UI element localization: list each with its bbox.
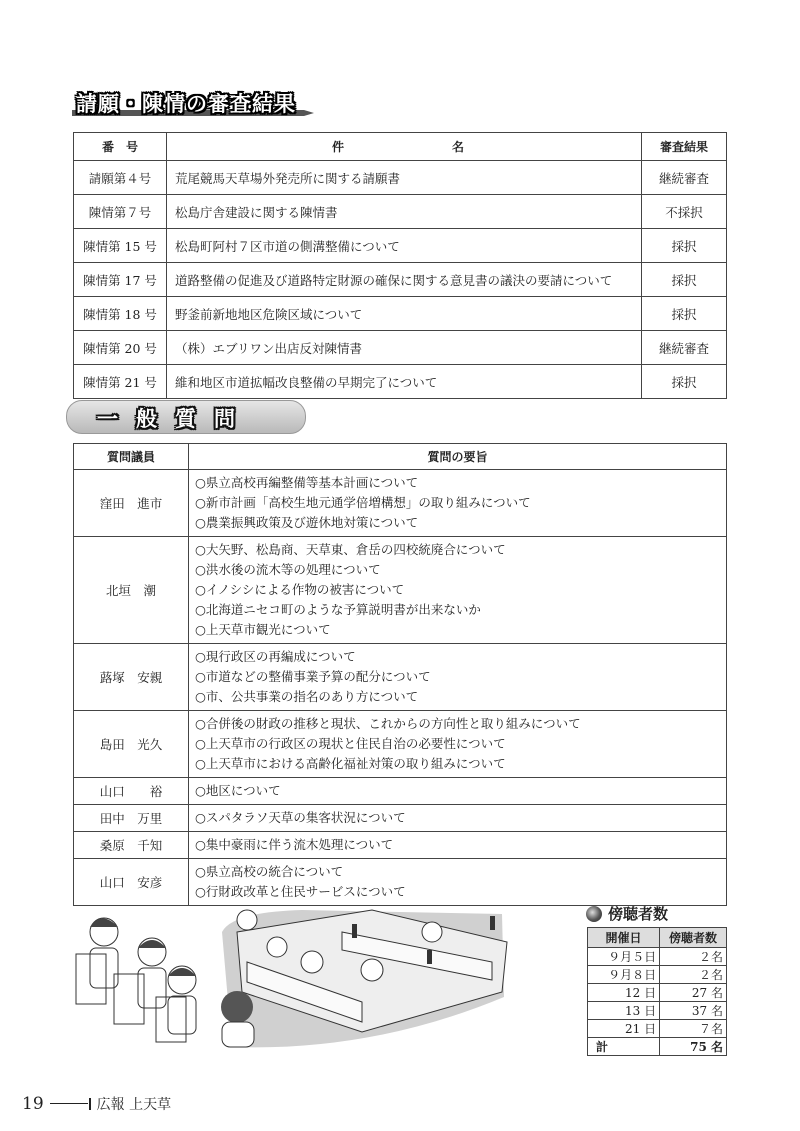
table-row — [74, 644, 727, 711]
question-topics — [189, 537, 727, 644]
table-row — [588, 1020, 727, 1038]
attendance-date: ９月５日 — [588, 948, 660, 966]
table-header-row — [74, 444, 727, 470]
question-topic: ○行財政改革と住民サービスについて — [195, 884, 406, 899]
question-member: 蕗塚 安親 — [74, 644, 189, 711]
attendance-date: 13 日 — [588, 1002, 660, 1020]
table-row — [74, 537, 727, 644]
table-row — [74, 778, 727, 805]
attendance-count: 37 名 — [660, 1002, 727, 1020]
table-row — [74, 832, 727, 859]
question-topic: ○地区について — [195, 783, 281, 798]
attendance-count: ２名 — [660, 966, 727, 984]
question-topics — [189, 644, 727, 711]
question-topic: ○北海道ニセコ町のような予算説明書が出来ないか — [195, 602, 481, 617]
question-topics — [189, 470, 727, 537]
petition-subject: 松島庁舎建設に関する陳情書 — [167, 195, 642, 229]
petition-subject: 松島町阿村７区市道の側溝整備について — [167, 229, 642, 263]
question-topics — [189, 859, 727, 906]
petition-number: 陳情第 18 号 — [74, 297, 167, 331]
question-member: 島田 光久 — [74, 711, 189, 778]
petition-subject: 荒尾競馬天草場外発売所に関する請願書 — [167, 161, 642, 195]
petition-number: 陳情第 21 号 — [74, 365, 167, 399]
petition-number: 陳情第７号 — [74, 195, 167, 229]
table-header-row — [74, 133, 727, 161]
attendance-count: ２名 — [660, 948, 727, 966]
bullet-icon — [586, 906, 602, 922]
question-topic: ○農業振興政策及び遊休地対策について — [195, 515, 419, 530]
question-topic: ○上天草市の行政区の現状と住民自治の必要性について — [195, 736, 506, 751]
header-subject: 件 名 — [167, 133, 642, 161]
petition-number: 陳情第 20 号 — [74, 331, 167, 365]
questions-heading — [66, 400, 306, 434]
question-topic: ○大矢野、松島商、天草東、倉岳の四校統廃合について — [195, 542, 506, 557]
question-topics — [189, 832, 727, 859]
question-topics — [189, 778, 727, 805]
question-topic: ○県立高校の統合について — [195, 864, 344, 879]
attendance-table — [587, 927, 727, 1056]
question-member: 桑原 千知 — [74, 832, 189, 859]
header-count: 傍聴者数 — [660, 928, 727, 948]
question-topics — [189, 805, 727, 832]
petition-subject: 道路整備の促進及び道路特定財源の確保に関する意見書の議決の要請について — [167, 263, 642, 297]
petition-number: 陳情第 17 号 — [74, 263, 167, 297]
questions-table — [73, 443, 727, 906]
petitions-table — [73, 132, 727, 399]
petition-result: 採択 — [642, 365, 727, 399]
table-row — [588, 966, 727, 984]
table-row — [74, 859, 727, 906]
petition-result: 採択 — [642, 263, 727, 297]
table-row — [74, 711, 727, 778]
table-row — [74, 470, 727, 537]
attendance-count: 27 名 — [660, 984, 727, 1002]
table-header-row — [588, 928, 727, 948]
petition-result: 継続審査 — [642, 161, 727, 195]
table-row — [588, 1002, 727, 1020]
header-topic: 質問の要旨 — [189, 444, 727, 470]
question-topic: ○上天草市観光について — [195, 622, 331, 637]
question-topic: ○県立高校再編整備等基本計画について — [195, 475, 419, 490]
page-footer — [22, 1094, 171, 1114]
total-value: 75 名 — [660, 1038, 727, 1056]
question-member: 田中 万里 — [74, 805, 189, 832]
petition-result: 不採択 — [642, 195, 727, 229]
question-member: 窪田 進市 — [74, 470, 189, 537]
total-row — [588, 1038, 727, 1056]
attendance-heading — [586, 903, 668, 924]
attendance-date: 21 日 — [588, 1020, 660, 1038]
table-row — [588, 984, 727, 1002]
gallery-audience-illustration — [72, 902, 512, 1052]
question-topic: ○イノシシによる作物の被害について — [195, 582, 405, 597]
table-row — [74, 297, 727, 331]
footer-rule — [50, 1103, 88, 1104]
footer-tick — [89, 1098, 91, 1110]
table-row — [74, 229, 727, 263]
question-topic: ○洪水後の流木等の処理について — [195, 562, 381, 577]
table-row — [74, 263, 727, 297]
table-row — [74, 195, 727, 229]
page-number: 19 — [22, 1094, 44, 1114]
petition-subject: （株）エブリワン出店反対陳情書 — [167, 331, 642, 365]
header-result: 審査結果 — [642, 133, 727, 161]
question-topic: ○現行政区の再編成について — [195, 649, 356, 664]
question-topic: ○市、公共事業の指名のあり方について — [195, 689, 419, 704]
attendance-date: ９月８日 — [588, 966, 660, 984]
petition-number: 陳情第 15 号 — [74, 229, 167, 263]
attendance-title: 傍聴者数 — [608, 905, 669, 923]
question-topic: ○市道などの整備事業予算の配分について — [195, 669, 431, 684]
table-row — [74, 331, 727, 365]
table-row — [588, 948, 727, 966]
question-topic: ○合併後の財政の推移と現状、これからの方向性と取り組みについて — [195, 716, 581, 731]
question-topic: ○集中豪雨に伴う流木処理について — [195, 837, 394, 852]
question-topic: ○スパタラソ天草の集客状況について — [195, 810, 406, 825]
petition-result: 採択 — [642, 297, 727, 331]
total-label: 計 — [588, 1038, 660, 1056]
question-member: 山口 裕 — [74, 778, 189, 805]
petitions-heading — [72, 88, 304, 118]
petition-result: 継続審査 — [642, 331, 727, 365]
petition-subject: 野釜前新地地区危険区域について — [167, 297, 642, 331]
publication-name: 広報 上天草 — [96, 1097, 172, 1113]
petitions-title: 請願・陳情の審査結果 — [76, 92, 296, 116]
header-member: 質問議員 — [74, 444, 189, 470]
question-member: 北垣 潮 — [74, 537, 189, 644]
header-number: 番 号 — [74, 133, 167, 161]
petition-result: 採択 — [642, 229, 727, 263]
question-topic: ○上天草市における高齢化福祉対策の取り組みについて — [195, 756, 506, 771]
table-row — [74, 365, 727, 399]
table-row — [74, 161, 727, 195]
questions-title: 一般質問 — [97, 407, 253, 431]
question-member: 山口 安彦 — [74, 859, 189, 906]
header-date: 開催日 — [588, 928, 660, 948]
attendance-count: ７名 — [660, 1020, 727, 1038]
question-topics — [189, 711, 727, 778]
table-row — [74, 805, 727, 832]
attendance-date: 12 日 — [588, 984, 660, 1002]
petition-number: 請願第４号 — [74, 161, 167, 195]
question-topic: ○新市計画「高校生地元通学倍増構想」の取り組みについて — [195, 495, 531, 510]
petition-subject: 維和地区市道拡幅改良整備の早期完了について — [167, 365, 642, 399]
